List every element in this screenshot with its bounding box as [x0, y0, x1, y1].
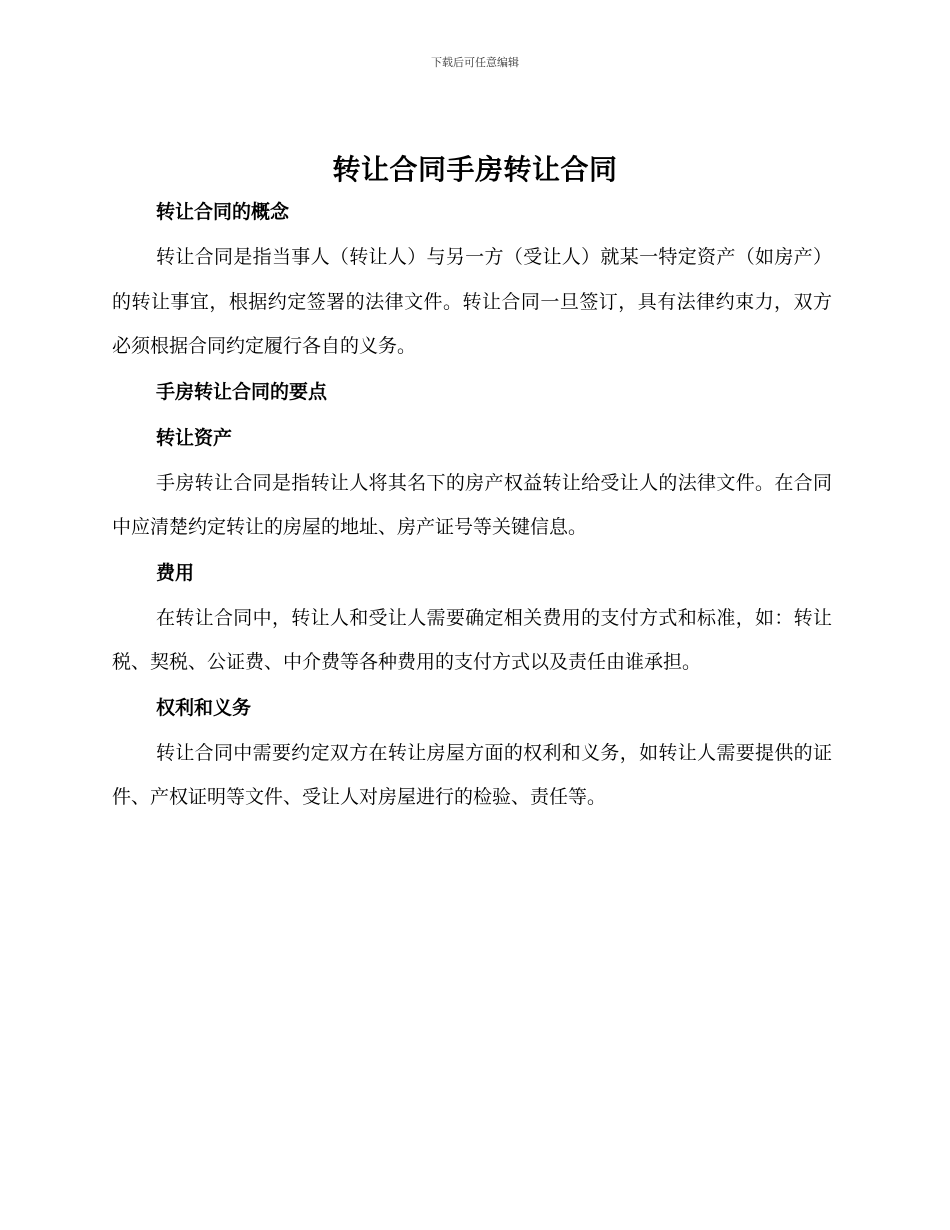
paragraph-assets: 手房转让合同是指转让人将其名下的房产权益转让给受让人的法律文件。在合同中应清楚约定转让的房屋的地址、房产证号等关键信息。 — [112, 471, 832, 538]
subheading-rights-obligations: 权利和义务 — [156, 696, 252, 719]
document-title: 转让合同手房转让合同 — [332, 153, 618, 186]
document-body — [112, 196, 832, 820]
section-heading-key-points: 手房转让合同的要点 — [156, 380, 328, 403]
subheading-assets: 转让资产 — [156, 426, 233, 449]
section-heading-concept: 转让合同的概念 — [156, 201, 290, 223]
paragraph-concept: 转让合同是指当事人（转让人）与另一方（受让人）就某一特定资产（如房产）的转让事宜，根据约定签署的法律文件。转让合同一旦签订，具有法律约束力，双方必须根据合同约定履行各自的义务。 — [112, 246, 832, 357]
subheading-fees: 费用 — [156, 561, 195, 584]
page-header: 下载后可任意编辑 — [431, 56, 519, 69]
paragraph-rights-obligations: 转让合同中需要约定双方在转让房屋方面的权利和义务，如转让人需要提供的证件、产权证明等文件、受让人对房屋进行的检验、责任等。 — [112, 741, 832, 808]
paragraph-fees: 在转让合同中，转让人和受让人需要确定相关费用的支付方式和标准，如：转让税、契税、公证费、中介费等各种费用的支付方式以及责任由谁承担。 — [112, 606, 832, 673]
